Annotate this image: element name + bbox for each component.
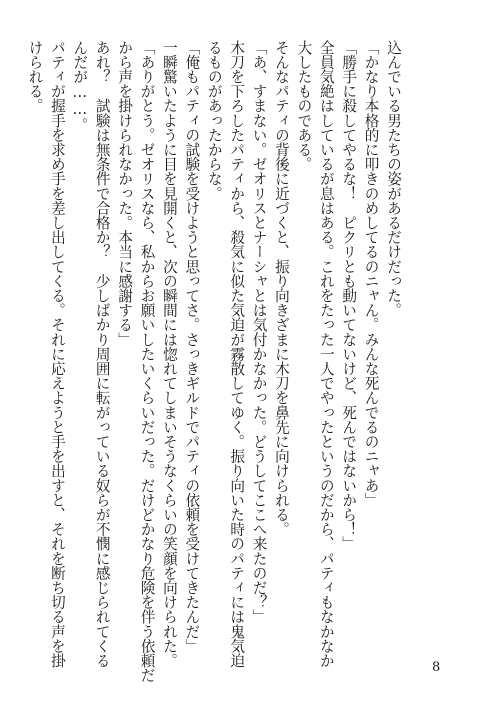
text-line: あれ？ 試験は無条件で合格か？ 少しばかり周囲に転がっている奴らが不憫に感じられてくる	[93, 40, 111, 668]
text-line: から声を掛けられなかった。本当に感謝する」	[116, 40, 134, 347]
text-line: 「かなり本格的に叩きのめしてるのニャん。みんな死んでるのニャあ」	[362, 40, 380, 508]
page-number: 8	[432, 660, 441, 675]
text-line: んだが……。	[71, 40, 89, 133]
text-line: 「俺もパティの試験を受けようと思ってさ。さっきギルドでパティの依頼を受けてきたんだ」	[183, 40, 201, 654]
text-line: 全員気絶はしているが息はある。これをたった一人でやったというのだから、パティもなかなか	[317, 40, 335, 668]
text-line: 「ありがとう。ゼオリスなら、私からお願いしたいくらいだった。だけどかなり危険を伴う依頼だ	[138, 40, 156, 683]
vertical-text-body	[23, 40, 404, 683]
text-line: けられる。	[26, 40, 44, 113]
text-line: 木刀を下ろしたパティから、殺気に似た気迫が霧散してゆく。振り向いた時のパティには鬼気迫	[228, 40, 246, 668]
text-line: 「勝手に殺してやるな！ ピクリとも動いてないけど、死んではないから！」	[340, 40, 358, 551]
text-line: るものがあったからな。	[205, 40, 223, 201]
text-line: そんなパティの背後に近づくと、振り向きざまに木刀を鼻先に向けられる。	[272, 40, 290, 537]
text-line: 込んでいる男たちの姿があるだけだった。	[385, 40, 402, 318]
text-line: 大したものである。	[295, 40, 313, 172]
text-line: 「あ、すまない。ゼオリスとナーシャとは気付かなかった。どうしてここへ来たのだ？」	[250, 40, 268, 624]
text-line: 一瞬驚いたように目を見開くと、次の瞬間には惚れてしまいそうなくらいの笑顔を向けられた。	[160, 40, 178, 668]
text-line: パティが握手を求め手を差し出してくる。それに応えようと手を出すと、それを断ち切る声を掛	[48, 40, 66, 668]
